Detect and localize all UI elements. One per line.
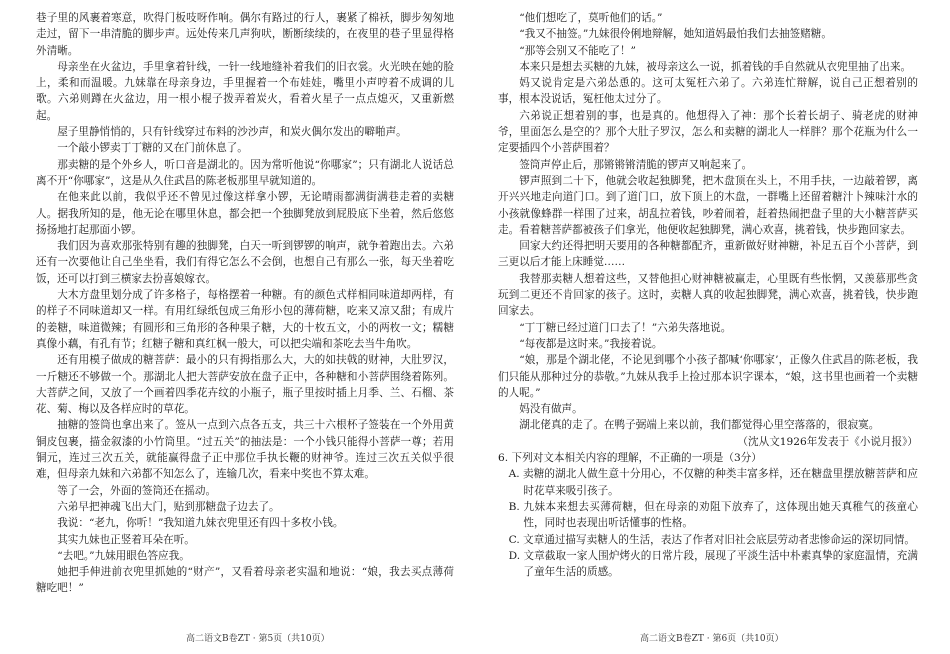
paragraph: 我们因为喜欢那张特别有趣的独脚凳，白天一听到锣锣的响声，就争着跑出去。六弟还有一次要他让自己坐坐看，我们有得它怎么不会倒，也想自己有那么一张，每天坐着吃饭，还可以打到三横家去扮喜娘嫁衣。 [36, 240, 454, 285]
paragraph: 那卖糖的是个外乡人，听口音是湖北的。因为常听他说“你哪家”；只有湖北人说话总离不开“你哪家”，这是从久住武昌的陈老板那里早就知道的。 [36, 158, 454, 187]
paragraph: “我又不抽签。”九妹很伶俐地辩解，她知道妈最怕我们去抽签赌糖。 [519, 28, 832, 41]
paragraph: “每夜都是这时来。”我接着说。 [519, 337, 663, 350]
option-c: C. 文章通过描写卖糖人的生活，表达了作者对旧社会底层劳动者悲惨命运的深切同情。 [508, 533, 916, 546]
paragraph: 大木方盘里划分成了许多格子，每格摆着一种糖。有的颜色式样相同味道却两样，有的样子不同味道却又一样。有用红绿纸包成三角形小包的薄荷糖，吃来又凉又甜；有成片的姜糖，味道微辣；有圆形和三角形的各种果子糖，大的十枚五文，小的两枚一文；糯糖真像小藕，有孔有节；红糖子糖和真红枫一般大，可以把尖端和茶吃去当牛角吹。 [36, 289, 454, 350]
paragraph: 六弟说正想着别的事，也是真的。他想得入了神：那个长着长胡子、骑老虎的财神爷，里面怎么是空的？那个大肚子罗汉，怎么和卖糖的湖北人一样胖？那个花瓶为什么一定要插四个小菩萨围着？ [498, 109, 918, 155]
paragraph: 抽糖的签筒也拿出来了。签从一点到六点各五支，共三十六根杯子签装在一个外用黄铜皮包裹，描金叙漆的小竹筒里。“过五关”的抽法是：一个小钱只能得小菩萨一尊；若用铜元，连过三次五关，就能赢得盘子正中那位手执长鞭的财神爷。连过三次五关似乎很难，但母亲九妹和六弟都不知怎么了，连输几次，看来中奖也不算太难。 [36, 419, 454, 481]
right-column [498, 10, 918, 580]
paragraph: 回家大约还得把明天要用的各种糖都配齐，重新做好财神糖，补足五百个小菩萨，到三更以后才能上床睡觉…… [498, 240, 918, 269]
paragraph: 六弟早把神魂飞出大门，贴到那糖盘子边去了。 [57, 500, 280, 513]
option-d: D. 文章截取一家人围炉烤火的日常片段，展现了平淡生活中朴素真挚的家庭温情，充满了童年生活的质感。 [508, 549, 918, 579]
page-footer-left: 高二语文B卷ZT · 第5页（共10页） [186, 634, 330, 644]
option-a: A. 卖糖的湖北人做生意十分用心，不仅糖的种类丰富多样，还在糖盘里摆放糖菩萨和应时花草来吸引孩子。 [508, 468, 918, 497]
paragraph: 一个敲小锣卖丁丁糖的又在门前休息了。 [57, 142, 248, 155]
question-6-stem: 6. 下列对文本相关内容的理解，不正确的一项是（3分） [498, 452, 762, 465]
paragraph: 其实九妹也正竖着耳朵在听。 [57, 533, 195, 546]
paragraph: 巷子里的风裹着寒意，吹得门板吱呀作响。偶尔有路过的行人，裹紧了棉袄，脚步匆匆地走过，留下一串清脆的脚步声。远处传来几声狗吠，断断续续的，在夜里的巷子里显得格外清晰。 [36, 12, 454, 57]
option-b: B. 九妹本来想去买薄荷糖，但在母亲的劝阻下放弃了，这体现出她天真稚气的孩童心性，同时也表现出听话懂事的性格。 [508, 500, 918, 530]
paragraph: 妈又说肯定是六弟怂恿的。这可太冤枉六弟了。六弟连忙辩解，说自己正想着别的事，根本没说话，冤枉他太过分了。 [498, 77, 918, 106]
source-byline: （沈从文1926年发表于《小说月报》） [737, 435, 918, 448]
paragraph: “丁丁糖已经过道门口去了！”六弟失落地说。 [519, 321, 732, 334]
paragraph: 她把手伸进前衣兜里抓她的“财产”，又看着母亲老实温和地说：“娘，我去买点薄荷糖吃吧！” [36, 566, 454, 595]
paragraph: “去吧。”九妹用眼色答应我。 [57, 549, 190, 562]
paragraph: 我替那卖糖人想着这些，又替他担心财神糖被赢走，心里既有些怅惘，又羡慕那些贪玩到二更还不肯回家的孩子。这时，卖糖人真的收起独脚凳，满心欢喜，挑着钱，快步跑回家去。 [498, 272, 918, 318]
page-footer-right: 高二语文B卷ZT · 第6页（共10页） [640, 634, 784, 644]
paragraph: 锣声照到二十下，他就会收起独脚凳，把木盘顶在头上，不用手扶，一边敲着锣，离开兴兴地走向道门口。到了道门口，放下顶上的木盘，一群嘴上还留着糖汁卜辣味汁水的小孩就像蜂群一样围了过来，胡乱拉着钱，吵着闹着，赶着热闹把盘子里的大小糖菩萨买走。看着糖菩萨都被孩子们拿光，他便收起独脚凳，满心欢喜，挑着钱，快步跑回家去。 [498, 174, 918, 236]
paragraph: 签筒声停止后，那锵锵锵清脆的锣声又响起来了。 [519, 158, 753, 171]
left-column [36, 10, 454, 597]
paragraph: 等了一会，外面的签筒还在摇动。 [57, 484, 217, 497]
paragraph: “他们想吃了，莫听他们的话。” [519, 12, 663, 24]
paragraph: 妈没有做声。 [519, 403, 583, 416]
paragraph: 还有用模子做成的糖菩萨：最小的只有拇指那么大，大的如扶戟的财神，大肚罗汉，一斤糖还不够做一个。那湖北人把大菩萨安放在盘子正中，各种糖和小菩萨围绕着陈列。大菩萨之间，又放了一个画着四季花卉纹的小瓶子，瓶子里按时插上月季、兰、石榴、茶花、菊、梅以及各样应时的草花。 [36, 354, 454, 416]
paragraph: 本来只是想去买糖的九妹，被母亲这么一说，抓着钱的手自然就从衣兜里抽了出来。 [519, 60, 912, 73]
paragraph: 湖北佬真的走了。在鸭子弼端上来以前，我们都觉得心里空落落的，很寂寞。 [519, 419, 880, 432]
paragraph: 屋子里静悄悄的，只有针线穿过布料的沙沙声，和炭火偶尔发出的噼啪声。 [57, 126, 407, 139]
paragraph: “娘，那是个湖北佬，不论见到哪个小孩子都喊‘你哪家’，正像久住武昌的陈老板，我们只能从那种过分的恭敬。”九妹从我手上捡过那本识字课本，“娘，这书里也画着一个卖糖的人呢。” [498, 354, 918, 399]
paragraph: “那等会别又不能吃了！” [519, 44, 636, 57]
paragraph: 我说：“老九，你听！”我知道九妹衣兜里还有四十多枚小钱。 [57, 517, 344, 530]
paragraph: 在他来此以前，我似乎还不曾见过像这样拿小锣，无论晴雨都满街满巷走着的卖糖人。据我所知的是，他无论在哪里休息，都会把一个独脚凳放到屁股底下坐着，然后悠悠扬扬地打起那面小锣。 [36, 191, 454, 236]
paragraph: 母亲坐在火盆边，手里拿着针线，一针一线地缝补着我们的旧衣裳。火光映在她的脸上，柔和而温暖。九妹靠在母亲身边，手里握着一个布娃娃，嘴里小声哼着不成调的儿歌。六弟则蹲在火盆边，用一根小棍子拨弄着炭火，看着火星子一点点熄灭，又重新燃起。 [36, 60, 454, 122]
